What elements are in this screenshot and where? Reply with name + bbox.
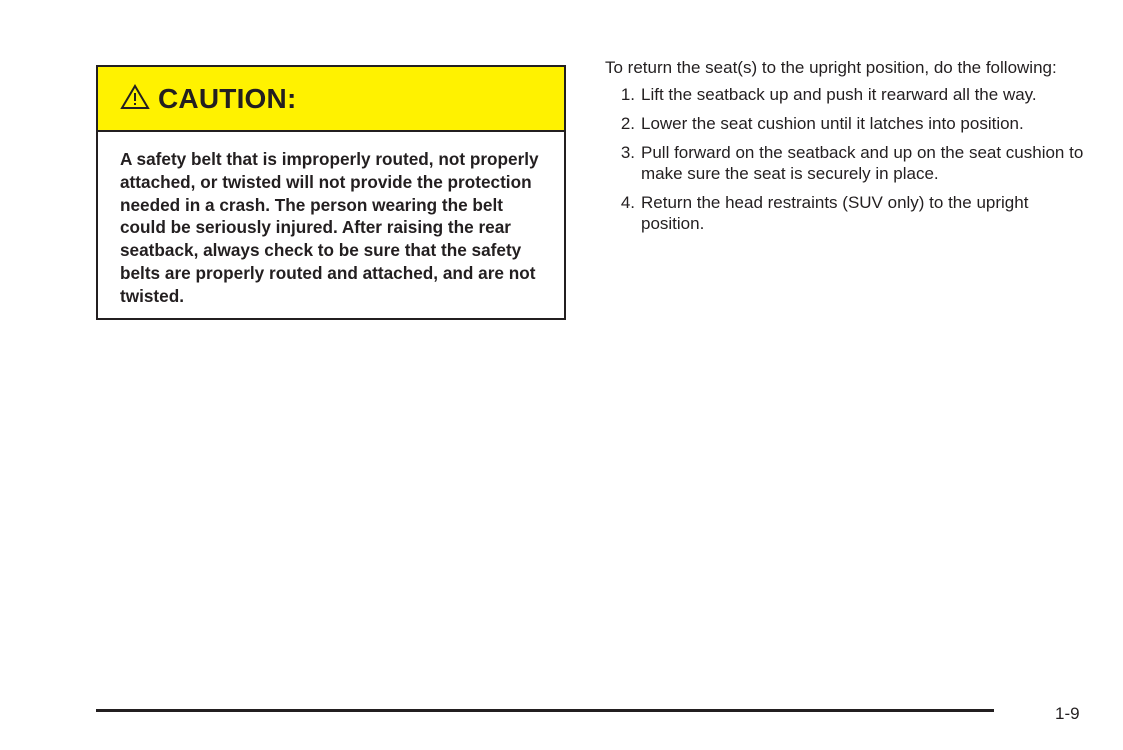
instructions-intro: To return the seat(s) to the upright position, do the following:	[605, 58, 1057, 77]
caution-title: CAUTION:	[158, 82, 297, 114]
instructions-column	[605, 57, 1095, 242]
footer-rule	[96, 709, 994, 712]
warning-triangle-icon	[120, 84, 150, 110]
caution-text: A safety belt that is improperly routed, not properly attached, or twisted will not provide the protection needed in a crash. The person wearing the belt could be seriously injured. After raising the rear seatback, always check to be sure that the safety belts are properly routed and attached, and are not twisted.	[120, 149, 539, 306]
instructions-steps	[605, 84, 1095, 234]
step-number: 1.	[620, 85, 635, 104]
list-item	[605, 84, 1095, 105]
step-text: Lift the seatback up and push it rearward all the way.	[641, 85, 1037, 104]
step-text: Lower the seat cushion until it latches into position.	[641, 114, 1024, 133]
step-number: 4.	[620, 193, 635, 212]
list-item	[605, 192, 1095, 234]
list-item	[605, 142, 1095, 184]
step-number: 2.	[620, 114, 635, 133]
step-text: Return the head restraints (SUV only) to the upright position.	[641, 193, 1029, 233]
list-item	[605, 113, 1095, 134]
caution-box	[96, 65, 566, 320]
caution-header	[98, 67, 564, 132]
step-text: Pull forward on the seatback and up on the seat cushion to make sure the seat is securely in place.	[641, 143, 1084, 183]
step-number: 3.	[620, 143, 635, 162]
page-number: 1-9	[1055, 704, 1080, 723]
